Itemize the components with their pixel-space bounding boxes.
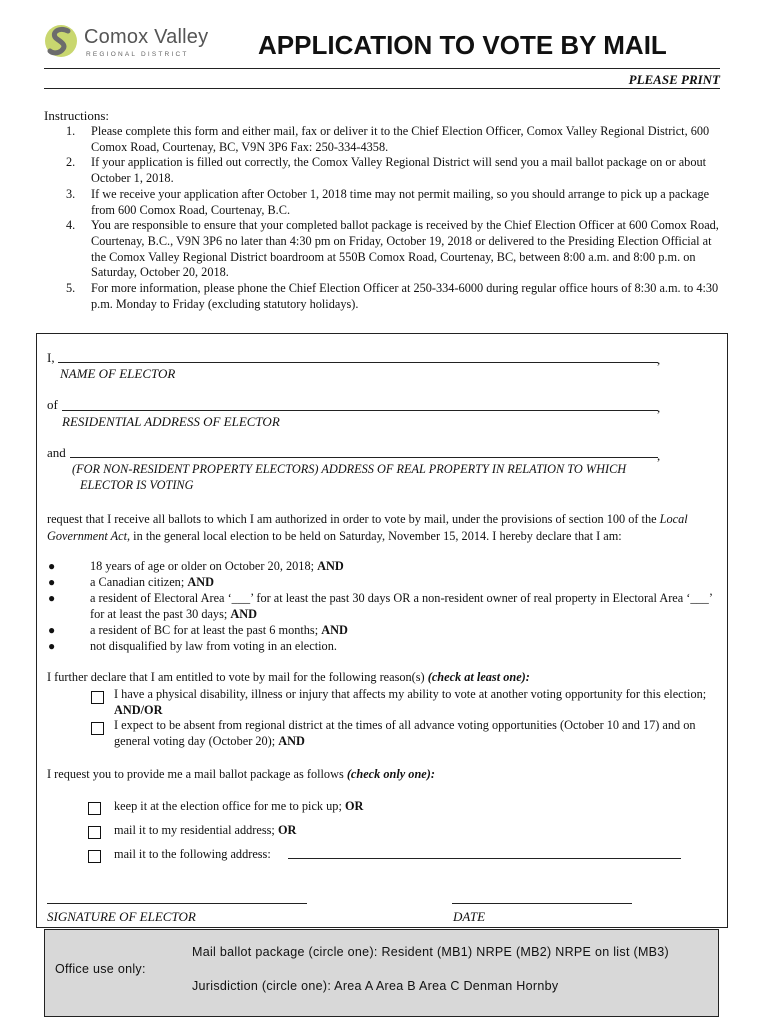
bullet-icon: ● — [48, 559, 56, 573]
package-residential-checkbox[interactable] — [88, 823, 101, 839]
package-pickup-checkbox[interactable] — [88, 799, 101, 815]
declaration-text: a Canadian citizen; — [90, 575, 188, 589]
residential-address-field[interactable] — [62, 410, 658, 411]
bullet-icon: ● — [48, 591, 56, 605]
reason-absent-checkbox[interactable] — [91, 719, 104, 735]
other-address-field[interactable] — [288, 858, 681, 859]
instructions-heading: Instructions: — [44, 108, 109, 123]
checkbox-icon[interactable] — [88, 850, 101, 863]
checkbox-icon[interactable] — [91, 722, 104, 735]
package-pickup-label — [114, 798, 363, 814]
request-text: request that I receive all ballots to which I am authorized in order to vote by mail, under the provisions of section 100 of the — [47, 512, 657, 526]
mail-ballot-circle-line: Mail ballot package (circle one): Resident (MB1) NRPE (MB2) NRPE on list (MB3) — [192, 945, 670, 959]
package-option-text: mail it to the following address: — [114, 847, 271, 861]
please-print-note: PLEASE PRINT — [628, 72, 720, 87]
bullet-icon: ● — [48, 575, 56, 589]
declaration-text: a resident of BC for at least the past 6 months; — [90, 623, 322, 637]
bullet-icon: ● — [48, 623, 56, 637]
name-row — [47, 350, 55, 366]
instructions-list — [66, 124, 726, 312]
declaration-item — [48, 558, 720, 574]
checkbox-icon[interactable] — [88, 802, 101, 815]
package-option-conj: OR — [344, 799, 364, 813]
item-number: 5. — [66, 281, 76, 296]
checkbox-icon[interactable] — [88, 826, 101, 839]
package-residential-label — [114, 822, 296, 838]
comma: , — [657, 400, 661, 415]
date-label: DATE — [453, 909, 486, 924]
office-use-box — [44, 929, 719, 1017]
reasons-intro-text: I further declare that I am entitled to vote by mail for the following reason(s) — [47, 670, 428, 684]
declaration-text: a resident of Electoral Area ‘___’ for at least the past 30 days OR a non-resident owner of real property in Electoral Area ‘___’ for at least the past 30 days; — [90, 591, 713, 621]
package-option-conj: OR — [277, 823, 297, 837]
comox-valley-logo — [44, 22, 214, 62]
item-number: 1. — [66, 124, 76, 138]
declaration-conj: AND — [317, 559, 344, 573]
reason-conj: AND/OR — [114, 703, 163, 717]
declaration-text: not disqualified by law from voting in an election. — [90, 639, 337, 653]
package-intro — [47, 766, 435, 783]
signature-field[interactable] — [47, 903, 307, 904]
item-text: You are responsible to ensure that your completed ballot package is received by the Chief Election Officer at 600 Comox Road, Courtenay, B.C., V9N 3P6 no later than 4:30 pm on Friday, October 19, 2018 or delivered to the Presiding Election Official at the Comox Valley Regional District boardroom at 550B Comox Road, Courtenay, BC, between 8:00 a.m. and 8:00 p.m. on Saturday, October 20, 2018. — [91, 218, 719, 280]
checkbox-icon[interactable] — [91, 691, 104, 704]
name-of-elector-label: NAME OF ELECTOR — [60, 366, 176, 381]
property-address-field[interactable] — [70, 457, 658, 458]
item-number: 2. — [66, 155, 76, 170]
comma: , — [657, 352, 661, 367]
declaration-item — [48, 638, 720, 654]
page-title: APPLICATION TO VOTE BY MAIL — [258, 30, 667, 60]
package-other-address-label — [114, 846, 271, 862]
logo-mark-icon — [44, 22, 78, 60]
name-prefix: I, — [47, 350, 55, 365]
package-intro-text: I request you to provide me a mail ballot package as follows — [47, 767, 347, 781]
item-number: 4. — [66, 218, 76, 233]
date-field[interactable] — [452, 903, 632, 904]
property-address-label: (FOR NON-RESIDENT PROPERTY ELECTORS) ADDRESS OF REAL PROPERTY IN RELATION TO WHICH — [72, 462, 627, 476]
declaration-conj: AND — [321, 623, 348, 637]
residential-address-label: RESIDENTIAL ADDRESS OF ELECTOR — [62, 414, 280, 429]
header-rule-2 — [44, 88, 720, 89]
jurisdiction-circle-line: Jurisdiction (circle one): Area A Area B Area C Denman Hornby — [192, 979, 559, 993]
reason-absent-label — [114, 717, 714, 749]
declaration-conj: AND — [187, 575, 214, 589]
local-government-act: Local Government Act — [47, 512, 688, 543]
reason-conj: AND — [278, 734, 305, 748]
reason-text: I have a physical disability, illness or injury that affects my ability to vote at another voting opportunity for this election; — [114, 687, 707, 701]
item-number: 3. — [66, 186, 76, 201]
name-of-elector-field[interactable] — [58, 362, 658, 363]
header-rule — [44, 68, 720, 69]
request-paragraph — [47, 511, 721, 545]
logo-subtitle: REGIONAL DISTRICT — [86, 51, 189, 58]
instruction-item — [66, 124, 726, 155]
address-prefix: of — [47, 397, 58, 412]
item-text: If we receive your application after October 1, 2018 time may not permit mailing, so you should arrange to pick up a package from 600 Comox Road, Courtenay, B.C. — [91, 186, 710, 217]
office-use-label: Office use only: — [55, 962, 146, 976]
reason-disability-label — [114, 686, 714, 718]
comma: , — [657, 448, 661, 463]
request-text-2: , in the general local election to be held on Saturday, November 15, 2014. I hereby declare that I am: — [127, 529, 622, 543]
package-option-text: mail it to my residential address; — [114, 823, 278, 837]
package-hint: (check only one): — [346, 767, 435, 781]
property-prefix: and — [47, 445, 66, 460]
instruction-item — [66, 187, 726, 218]
declaration-item — [48, 590, 720, 622]
declaration-item — [48, 622, 720, 638]
item-text: Please complete this form and either mail, fax or deliver it to the Chief Election Officer, Comox Valley Regional District, 600 Comox Road, Courtenay, BC, V9N 3P6 Fax: 250-334-4358. — [91, 124, 710, 154]
declaration-item — [48, 574, 720, 590]
declaration-list — [48, 558, 720, 654]
logo-name: Comox Valley — [84, 26, 209, 48]
declaration-text: 18 years of age or older on October 20, 2018; — [90, 559, 318, 573]
reason-disability-checkbox[interactable] — [91, 688, 104, 704]
signature-label: SIGNATURE OF ELECTOR — [47, 909, 196, 924]
declaration-conj: AND — [230, 607, 258, 621]
package-other-address-checkbox[interactable] — [88, 847, 101, 863]
reason-text: I expect to be absent from regional district at the times of all advance voting opportunities (October 10 and 17) and on general voting day (October 20); — [114, 718, 696, 748]
reasons-hint: (check at least one): — [427, 670, 530, 684]
property-address-label-2: ELECTOR IS VOTING — [80, 478, 194, 492]
bullet-icon: ● — [48, 639, 56, 653]
instruction-item — [66, 218, 726, 281]
reasons-intro — [47, 669, 530, 686]
item-text: If your application is filled out correctly, the Comox Valley Regional District will send you a mail ballot package on or about October 1, 2018. — [91, 155, 707, 186]
package-option-text: keep it at the election office for me to pick up; — [114, 799, 345, 813]
item-text: For more information, please phone the Chief Election Officer at 250-334-6000 during regular office hours of 8:30 a.m. to 4:30 p.m. Monday to Friday (excluding statutory holidays). — [91, 281, 719, 311]
instruction-item — [66, 155, 726, 186]
instruction-item — [66, 281, 726, 312]
